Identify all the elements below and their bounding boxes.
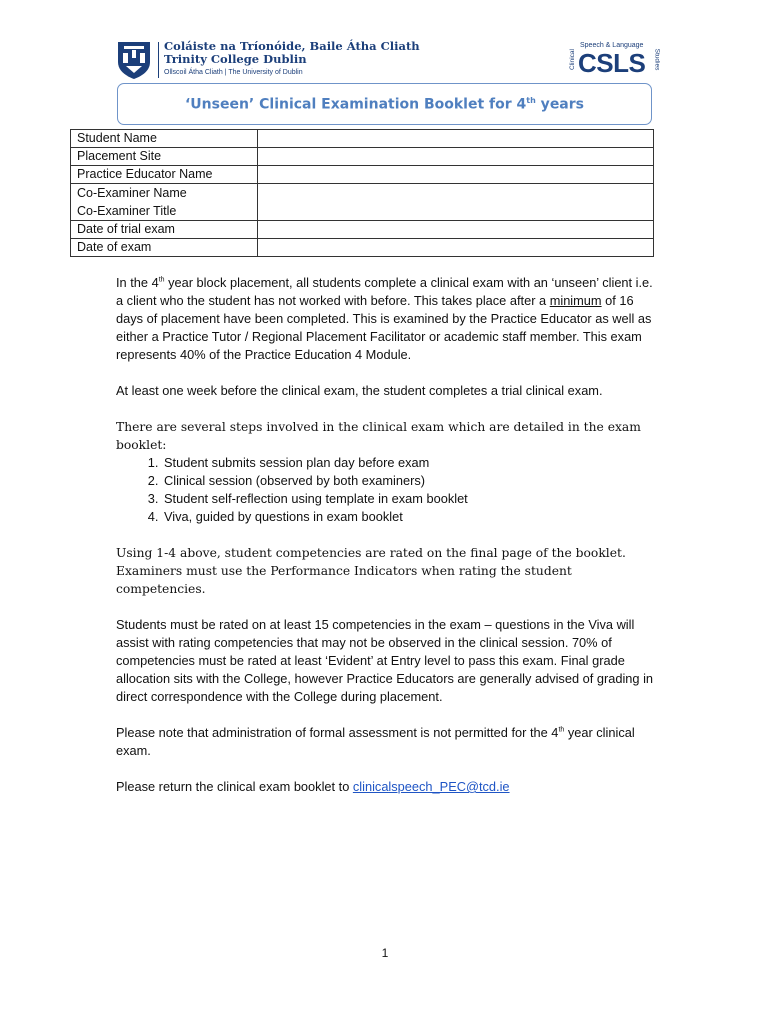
list-item: 4. Viva, guided by questions in exam booklet bbox=[162, 508, 656, 526]
csls-right-text: Studies bbox=[653, 48, 661, 71]
practice-educator-field[interactable] bbox=[258, 166, 654, 184]
trial-exam-date-label: Date of trial exam bbox=[71, 221, 258, 239]
practice-educator-label: Practice Educator Name bbox=[71, 166, 258, 184]
logo-separator bbox=[158, 42, 159, 78]
table-row bbox=[71, 184, 654, 221]
table-row bbox=[71, 166, 654, 184]
steps-list bbox=[116, 454, 656, 526]
csls-top-text: Speech & Language bbox=[580, 42, 644, 49]
underlined-minimum: minimum bbox=[549, 293, 602, 308]
document-body bbox=[116, 274, 656, 814]
paragraph-steps-intro: There are several steps involved in the clinical exam which are detailed in the exam booklet: bbox=[116, 420, 641, 452]
co-examiner-field[interactable] bbox=[258, 184, 654, 221]
table-row bbox=[71, 130, 654, 148]
tcd-irish-name: Coláiste na Tríonóide, Baile Átha Cliath bbox=[164, 39, 420, 53]
co-examiner-label bbox=[71, 184, 258, 221]
trinity-wordmark bbox=[164, 40, 420, 78]
table-row bbox=[71, 221, 654, 239]
co-examiner-name-label: Co-Examiner Name bbox=[77, 186, 187, 200]
placement-site-label: Placement Site bbox=[71, 148, 258, 166]
table-row bbox=[71, 239, 654, 257]
table-row bbox=[71, 148, 654, 166]
trinity-college-logo bbox=[116, 39, 420, 82]
csls-left-text: Clinical bbox=[568, 49, 576, 70]
list-item: 2. Clinical session (observed by both examiners) bbox=[162, 472, 656, 490]
csls-wordmark: CSLS bbox=[578, 48, 646, 78]
student-info-table bbox=[70, 129, 654, 257]
paragraph-rating: Students must be rated on at least 15 competencies in the exam – questions in the Viva will assist with rating competencies that may not be observed in the clinical session. 70% of competencies must be rated at least ‘Evident’ at Entry level to pass this exam. Final grade allocation sits with the College, however Practice Educators are generally advised of grading in direct correspondence with the College during placement. bbox=[116, 617, 654, 704]
list-item: 3. Student self-reflection using template in exam booklet bbox=[162, 490, 656, 508]
title-box bbox=[117, 83, 652, 125]
paragraph-return: Please return the clinical exam booklet to clinicalspeech_PEC@tcd.ie bbox=[116, 779, 510, 794]
student-name-field[interactable] bbox=[258, 130, 654, 148]
exam-date-field[interactable] bbox=[258, 239, 654, 257]
page-number: 1 bbox=[381, 946, 389, 960]
paragraph-competencies: Using 1-4 above, student competencies are rated on the final page of the booklet. Examiners must use the Performance Indicators when rating the student competencies. bbox=[116, 546, 626, 596]
list-item: 1. Student submits session plan day before exam bbox=[162, 454, 656, 472]
placement-site-field[interactable] bbox=[258, 148, 654, 166]
paragraph-trial-exam: At least one week before the clinical exam, the student completes a trial clinical exam. bbox=[116, 383, 603, 398]
email-link[interactable]: clinicalspeech_PEC@tcd.ie bbox=[352, 779, 510, 794]
trial-exam-date-field[interactable] bbox=[258, 221, 654, 239]
tcd-english-name: Trinity College Dublin bbox=[164, 52, 307, 66]
co-examiner-title-label: Co-Examiner Title bbox=[77, 204, 177, 218]
paragraph-formal-assessment: Please note that administration of formal assessment is not permitted for the 4th year clinical exam. bbox=[116, 725, 635, 758]
exam-date-label: Date of exam bbox=[71, 239, 258, 257]
csls-logo bbox=[568, 42, 661, 82]
paragraph-intro: In the 4th year block placement, all students complete a clinical exam with an ‘unseen’ client i.e. a client who the student has not worked with before. This takes place after a minimum of 16 days of placement have been completed. This is examined by the Practice Educator as well as either a Practice Tutor / Regional Placement Facilitator or academic staff member. This exam represents 40% of the Practice Education 4 Module. bbox=[116, 275, 653, 362]
document-title: ‘Unseen’ Clinical Examination Booklet for 4th years bbox=[184, 95, 584, 113]
student-name-label: Student Name bbox=[71, 130, 258, 148]
tcd-university-line: Ollscoil Átha Cliath | The University of Dublin bbox=[164, 69, 303, 76]
trinity-crest-icon bbox=[116, 40, 152, 80]
